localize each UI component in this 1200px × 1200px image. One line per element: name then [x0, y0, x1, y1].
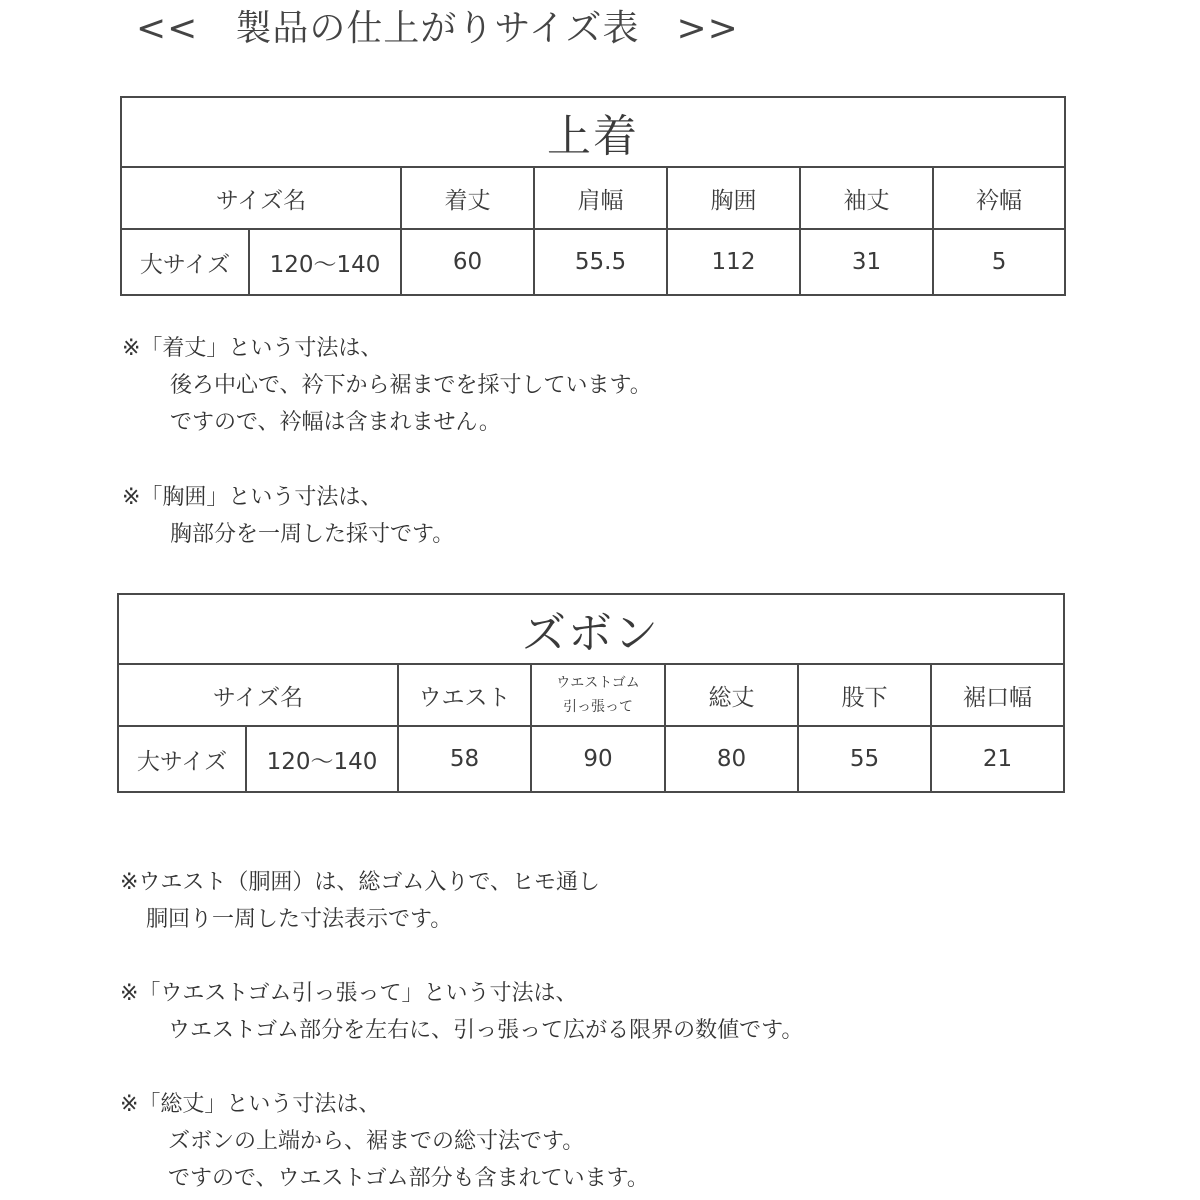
pants-header-waist: ウエスト — [398, 664, 531, 726]
note-line: ※「総丈」という寸法は、 — [120, 1092, 381, 1117]
jacket-notes-length — [122, 330, 652, 441]
pants-header-inseam: 股下 — [798, 664, 931, 726]
jacket-header-size-name: サイズ名 — [121, 167, 401, 229]
pants-header-waist-stretch-line1: ウエストゴム — [556, 675, 640, 691]
note-line: ズボンの上端から、裾までの総寸法です。 — [168, 1129, 585, 1154]
jacket-notes-chest — [122, 479, 454, 553]
note-line: ですので、衿幅は含まれません。 — [170, 410, 501, 435]
pants-notes-waist-stretch — [120, 975, 803, 1049]
jacket-cell-length: 60 — [401, 229, 534, 295]
pants-notes-waist — [120, 864, 600, 938]
note-line: 胸部分を一周した採寸です。 — [170, 522, 455, 547]
pants-header-waist-stretch — [531, 664, 665, 726]
pants-cell-size: 大サイズ — [118, 726, 246, 792]
pants-cell-total-length: 80 — [665, 726, 798, 792]
pants-cell-inseam: 55 — [798, 726, 931, 792]
jacket-header-chest: 胸囲 — [667, 167, 800, 229]
pants-header-hem-width: 裾口幅 — [931, 664, 1064, 726]
page-title: << 製品の仕上がりサイズ表 >> — [136, 8, 739, 49]
jacket-cell-collar: 5 — [933, 229, 1065, 295]
note-line: 胴回り一周した寸法表示です。 — [146, 907, 453, 932]
jacket-cell-shoulder: 55.5 — [534, 229, 667, 295]
note-line: ※「ウエストゴム引っ張って」という寸法は、 — [120, 981, 578, 1006]
jacket-size-table — [120, 96, 1066, 296]
note-line: 後ろ中心で、衿下から裾までを採寸しています。 — [170, 373, 652, 398]
jacket-header-shoulder: 肩幅 — [534, 167, 667, 229]
jacket-header-sleeve: 袖丈 — [800, 167, 933, 229]
jacket-cell-chest: 112 — [667, 229, 800, 295]
jacket-cell-range: 120～140 — [249, 229, 401, 295]
pants-notes-total-length — [120, 1086, 649, 1197]
note-line: ウエストゴム部分を左右に、引っ張って広がる限界の数値です。 — [168, 1018, 804, 1043]
jacket-cell-size: 大サイズ — [121, 229, 249, 295]
pants-cell-hem-width: 21 — [931, 726, 1064, 792]
jacket-header-length: 着丈 — [401, 167, 534, 229]
pants-cell-waist: 58 — [398, 726, 531, 792]
note-line: ※「胸囲」という寸法は、 — [122, 485, 383, 510]
pants-cell-range: 120～140 — [246, 726, 398, 792]
note-line: ※ウエスト（胴囲）は、総ゴム入りで、ヒモ通し — [120, 870, 600, 895]
pants-size-table — [117, 593, 1065, 793]
pants-header-total-length: 総丈 — [665, 664, 798, 726]
jacket-cell-sleeve: 31 — [800, 229, 933, 295]
pants-header-waist-stretch-line2: 引っ張って — [563, 699, 633, 715]
jacket-header-collar: 衿幅 — [933, 167, 1065, 229]
pants-section-title: ズボン — [118, 594, 1064, 664]
pants-header-size-name: サイズ名 — [118, 664, 398, 726]
note-line: ※「着丈」という寸法は、 — [122, 336, 383, 361]
pants-cell-waist-stretch: 90 — [531, 726, 665, 792]
note-line: ですので、ウエストゴム部分も含まれています。 — [168, 1166, 649, 1191]
jacket-section-title: 上着 — [121, 97, 1065, 167]
